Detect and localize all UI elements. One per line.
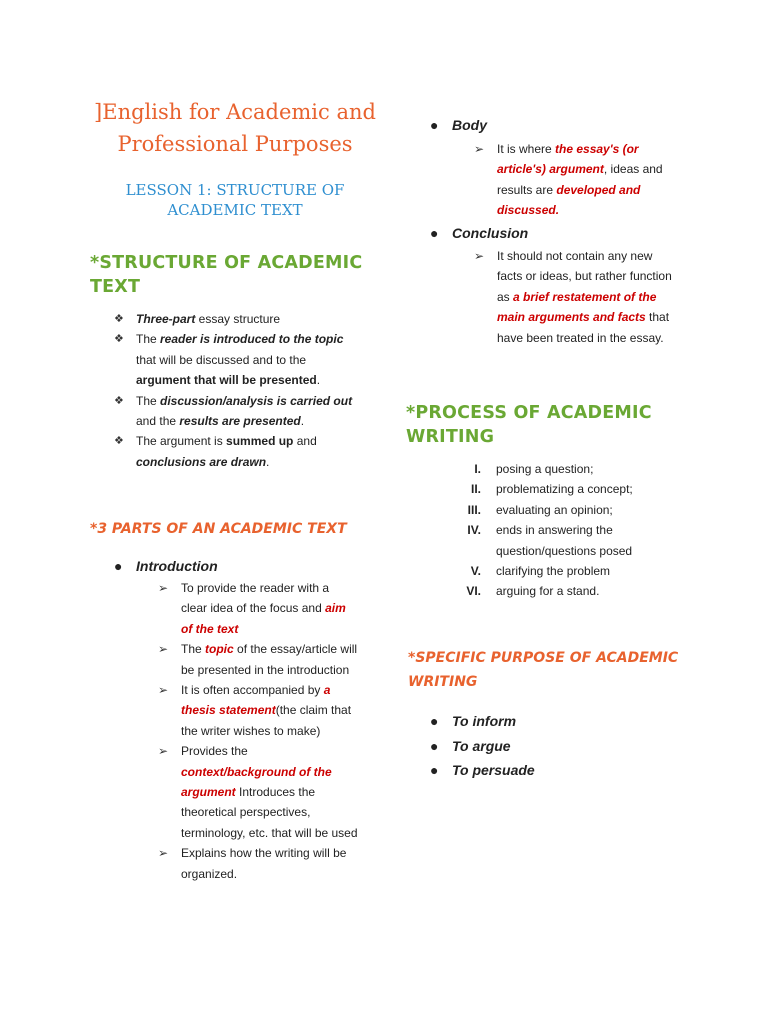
structure-heading-line-1: *STRUCTURE OF ACADEMIC	[90, 253, 363, 273]
purpose-text: To persuade	[452, 762, 535, 778]
bullet-text: and	[293, 434, 317, 449]
bullet-text: The	[136, 393, 161, 408]
arrow-bullet-icon: ➢	[474, 142, 485, 156]
step-number: II.	[470, 482, 481, 497]
purpose-item	[430, 734, 535, 759]
structure-heading-line-2: TEXT	[90, 277, 141, 297]
process-heading-line-1: *PROCESS OF ACADEMIC	[406, 403, 652, 423]
process-heading	[406, 401, 652, 449]
process-step	[446, 561, 646, 581]
arrow-bullet-icon: ➢	[158, 744, 169, 759]
parts-heading: *3 PARTS OF AN ACADEMIC TEXT	[90, 521, 347, 537]
conclusion-item	[474, 246, 674, 348]
body-item	[474, 139, 674, 221]
step-number: V.	[470, 564, 481, 579]
bullet-text: The	[136, 332, 161, 347]
introduction-item	[158, 680, 358, 741]
purpose-item	[430, 758, 535, 783]
title-line-2: Professional Purposes	[117, 132, 353, 156]
structure-bullet	[114, 309, 354, 329]
step-text: evaluating an opinion;	[496, 502, 613, 517]
item-text: , ideas and results are	[497, 162, 663, 197]
process-step	[446, 500, 646, 520]
item-emphasis: developed and discussed.	[497, 182, 641, 218]
purpose-list	[430, 709, 535, 783]
process-step	[446, 459, 646, 479]
body-title: Body	[452, 117, 487, 133]
lesson-subtitle	[90, 180, 380, 220]
conclusion-title: Conclusion	[452, 225, 529, 241]
bullet-emphasis: conclusions are drawn	[136, 454, 267, 469]
item-text: (the claim that the writer wishes to make)	[181, 703, 352, 738]
introduction-item	[158, 843, 358, 884]
purpose-item	[430, 709, 535, 734]
item-text: that have been treated in the essay.	[497, 310, 670, 345]
bullet-bold: summed up	[226, 434, 294, 449]
lesson-line-2: ACADEMIC TEXT	[167, 201, 303, 219]
bullet-text: essay structure	[195, 312, 281, 326]
step-text: clarifying the problem	[496, 564, 611, 579]
dot-bullet-icon: ●	[430, 713, 439, 729]
purpose-text: To argue	[452, 737, 511, 754]
step-number: I.	[474, 462, 481, 476]
introduction-item	[158, 578, 358, 639]
body-label	[430, 115, 487, 135]
item-text: To provide the reader with a clear idea of the focus and	[181, 581, 330, 616]
arrow-bullet-icon: ➢	[158, 581, 169, 595]
dot-bullet-icon: ●	[430, 762, 439, 778]
bullet-text: .	[266, 454, 270, 469]
process-step	[446, 581, 646, 601]
structure-bullet	[114, 431, 354, 472]
bullet-emphasis: results are presented	[179, 414, 301, 429]
bullet-text: and the	[136, 414, 180, 429]
bullet-text: The argument is	[136, 434, 227, 449]
bullet-text: .	[300, 414, 305, 429]
bullet-text: that will be discussed and to the	[136, 352, 307, 367]
introduction-list	[158, 578, 358, 884]
introduction-title: Introduction	[136, 558, 218, 574]
item-text: It is where	[497, 142, 556, 156]
item-text: The	[181, 642, 206, 657]
item-emphasis: topic	[205, 642, 234, 657]
item-emphasis: a brief restatement of the main arguments and facts	[497, 289, 657, 325]
step-number: IV.	[467, 523, 481, 538]
item-text: Introduces the theoretical perspectives, terminology, etc. that will be used	[181, 785, 358, 840]
document-title	[90, 96, 380, 160]
step-text: arguing for a stand.	[496, 584, 600, 599]
diamond-bullet-icon: ❖	[114, 435, 124, 448]
step-text: posing a question;	[496, 462, 594, 476]
bullet-emphasis: reader is introduced to the topic	[160, 332, 344, 347]
dot-bullet-icon: ●	[430, 117, 439, 133]
item-text: Provides the	[181, 744, 248, 759]
step-number: VI.	[466, 584, 481, 599]
title-line-1: English for Academic and	[102, 100, 376, 124]
item-emphasis: aim of the text	[181, 601, 346, 636]
structure-bullet	[114, 391, 354, 432]
arrow-bullet-icon: ➢	[474, 249, 485, 263]
structure-heading	[90, 251, 362, 299]
purpose-heading-line-2: WRITING	[408, 674, 478, 690]
dot-bullet-icon: ●	[430, 225, 439, 241]
item-text: It should not contain any new facts or ideas, but rather function as	[497, 249, 672, 304]
arrow-bullet-icon: ➢	[158, 683, 169, 698]
step-text: ends in answering the question/questions posed	[496, 523, 633, 558]
diamond-bullet-icon: ❖	[114, 333, 124, 346]
structure-bullet	[114, 329, 354, 390]
title-bracket: ]	[94, 100, 103, 124]
purpose-heading	[408, 646, 678, 694]
diamond-bullet-icon: ❖	[114, 394, 124, 407]
process-steps-list	[446, 459, 646, 602]
bullet-emphasis: Three-part	[136, 312, 196, 326]
process-step	[446, 479, 646, 499]
item-text: Explains how the writing will be organized.	[181, 846, 347, 881]
body-list	[474, 139, 674, 221]
purpose-text: To inform	[452, 713, 517, 729]
diamond-bullet-icon: ❖	[114, 313, 124, 325]
introduction-label	[114, 556, 218, 576]
bullet-text: .	[316, 373, 321, 388]
item-emphasis: context/background of the argument	[181, 764, 332, 800]
process-heading-line-2: WRITING	[406, 427, 495, 447]
bullet-bold: argument that will be presented	[136, 373, 317, 388]
arrow-bullet-icon: ➢	[158, 846, 169, 861]
conclusion-list	[474, 246, 674, 348]
structure-bullet-list	[114, 309, 354, 472]
process-step	[446, 520, 646, 561]
purpose-heading-line-1: *SPECIFIC PURPOSE OF ACADEMIC	[408, 650, 679, 666]
step-number: III.	[467, 502, 481, 517]
dot-bullet-icon: ●	[114, 558, 123, 574]
introduction-item	[158, 741, 358, 843]
lesson-line-1: LESSON 1: STRUCTURE OF	[125, 181, 345, 199]
conclusion-label	[430, 223, 529, 243]
bullet-emphasis: discussion/analysis is carried out	[160, 393, 353, 408]
dot-bullet-icon: ●	[430, 737, 439, 754]
item-text: It is often accompanied by	[181, 683, 324, 698]
arrow-bullet-icon: ➢	[158, 642, 169, 657]
item-text: of the essay/article will be presented in the introduction	[181, 642, 358, 677]
introduction-item	[158, 639, 358, 680]
item-emphasis: a thesis statement	[181, 683, 331, 718]
item-emphasis: the essay's (or article's) argument	[497, 142, 639, 177]
step-text: problematizing a concept;	[496, 482, 633, 497]
